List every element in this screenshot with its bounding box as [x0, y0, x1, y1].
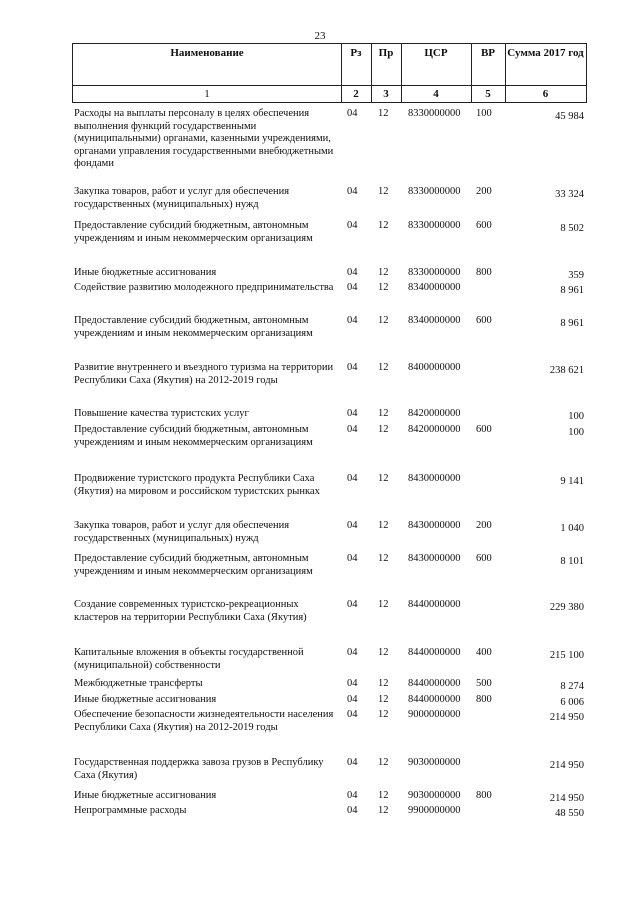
row-pr: 12 — [378, 315, 389, 326]
row-pr: 12 — [378, 757, 389, 768]
row-name: Предоставление субсидий бюджетным, автономным учреждениям и иным некоммерческим организациям — [74, 553, 313, 577]
row-name: Непрограммные расходы — [74, 805, 187, 816]
row-csr: 8420000000 — [408, 408, 461, 419]
row-pr: 12 — [378, 362, 389, 373]
row-rz: 04 — [347, 805, 358, 816]
row-rz: 04 — [347, 647, 358, 658]
row-pr: 12 — [378, 408, 389, 419]
row-name: Содействие развитию молодежного предпринимательства — [74, 282, 334, 293]
row-sum: 215 100 — [549, 650, 584, 661]
row-name: Иные бюджетные ассигнования — [74, 267, 217, 278]
row-csr: 8330000000 — [408, 220, 461, 231]
header-index-2: 2 — [353, 88, 359, 100]
row-pr: 12 — [378, 709, 389, 720]
row-name: Повышение качества туристских услуг — [74, 408, 249, 419]
row-pr: 12 — [378, 553, 389, 564]
header-rz: Рз — [350, 47, 362, 59]
row-sum: 48 550 — [555, 808, 584, 819]
header-csr: ЦСР — [424, 47, 448, 59]
row-vr: 100 — [476, 108, 492, 119]
row-sum: 214 950 — [549, 760, 584, 771]
row-name: Закупка товаров, работ и услуг для обеспечения государственных (муниципальных) нужд — [74, 520, 290, 544]
row-sum: 229 380 — [549, 602, 584, 613]
header-index-5: 5 — [485, 88, 491, 100]
row-vr: 200 — [476, 520, 492, 531]
row-rz: 04 — [347, 678, 358, 689]
row-name: Капитальные вложения в объекты государственной (муниципальной) собственности — [74, 647, 304, 671]
row-rz: 04 — [347, 599, 358, 610]
page-number: 23 — [314, 30, 326, 42]
row-sum: 238 621 — [549, 365, 584, 376]
row-sum: 6 006 — [560, 697, 584, 708]
row-csr: 8430000000 — [408, 553, 461, 564]
row-csr: 8330000000 — [408, 186, 461, 197]
row-sum: 100 — [568, 427, 584, 438]
row-csr: 8340000000 — [408, 282, 461, 293]
row-name: Иные бюджетные ассигнования — [74, 694, 217, 705]
row-rz: 04 — [347, 553, 358, 564]
row-pr: 12 — [378, 267, 389, 278]
row-sum: 9 141 — [560, 476, 584, 487]
row-csr: 8430000000 — [408, 473, 461, 484]
row-vr: 800 — [476, 267, 492, 278]
row-pr: 12 — [378, 424, 389, 435]
row-vr: 400 — [476, 647, 492, 658]
row-csr: 8430000000 — [408, 520, 461, 531]
row-pr: 12 — [378, 790, 389, 801]
row-pr: 12 — [378, 220, 389, 231]
header-sum: Сумма 2017 год — [507, 47, 584, 59]
row-name: Межбюджетные трансферты — [74, 678, 203, 689]
row-rz: 04 — [347, 362, 358, 373]
row-sum: 1 040 — [560, 523, 584, 534]
row-sum: 8 274 — [560, 681, 584, 692]
row-vr: 600 — [476, 315, 492, 326]
row-pr: 12 — [378, 520, 389, 531]
row-sum: 33 324 — [555, 189, 584, 200]
row-rz: 04 — [347, 424, 358, 435]
header-vr: ВР — [480, 47, 496, 59]
row-vr: 200 — [476, 186, 492, 197]
row-csr: 8330000000 — [408, 108, 461, 119]
row-sum: 359 — [568, 270, 584, 281]
row-pr: 12 — [378, 473, 389, 484]
row-sum: 8 101 — [560, 556, 584, 567]
row-name: Расходы на выплаты персоналу в целях обеспечения выполнения функций государственными (муниципальными) органами, казенными учреждениями, органами управления государственными внебюджетными фондами — [74, 108, 334, 169]
row-rz: 04 — [347, 408, 358, 419]
row-csr: 9000000000 — [408, 709, 461, 720]
row-sum: 8 961 — [560, 318, 584, 329]
row-sum: 214 950 — [549, 712, 584, 723]
row-sum: 45 984 — [555, 111, 584, 122]
row-name: Иные бюджетные ассигнования — [74, 790, 217, 801]
row-pr: 12 — [378, 694, 389, 705]
row-csr: 8330000000 — [408, 267, 461, 278]
row-rz: 04 — [347, 757, 358, 768]
row-rz: 04 — [347, 694, 358, 705]
header-index-4: 4 — [433, 88, 439, 100]
header-index-3: 3 — [383, 88, 389, 100]
row-vr: 600 — [476, 424, 492, 435]
row-pr: 12 — [378, 108, 389, 119]
row-rz: 04 — [347, 315, 358, 326]
row-csr: 9030000000 — [408, 790, 461, 801]
row-name: Закупка товаров, работ и услуг для обеспечения государственных (муниципальных) нужд — [74, 186, 290, 210]
header-pr: Пр — [378, 47, 394, 59]
row-rz: 04 — [347, 790, 358, 801]
row-rz: 04 — [347, 220, 358, 231]
header-index-6: 6 — [542, 88, 549, 100]
row-pr: 12 — [378, 647, 389, 658]
row-name: Предоставление субсидий бюджетным, автономным учреждениям и иным некоммерческим организациям — [74, 424, 313, 448]
row-name: Обеспечение безопасности жизнедеятельности населения Республики Саха (Якутия) на 2012-2019 годы — [74, 709, 334, 733]
row-rz: 04 — [347, 709, 358, 720]
row-csr: 8440000000 — [408, 647, 461, 658]
row-sum: 8 502 — [560, 223, 584, 234]
row-rz: 04 — [347, 473, 358, 484]
row-pr: 12 — [378, 186, 389, 197]
row-sum: 214 950 — [549, 793, 584, 804]
row-pr: 12 — [378, 805, 389, 816]
row-name: Государственная поддержка завоза грузов в Республику Саха (Якутия) — [74, 757, 324, 781]
row-rz: 04 — [347, 267, 358, 278]
row-vr: 600 — [476, 553, 492, 564]
row-pr: 12 — [378, 599, 389, 610]
row-csr: 9900000000 — [408, 805, 461, 816]
row-vr: 600 — [476, 220, 492, 231]
row-name: Предоставление субсидий бюджетным, автономным учреждениям и иным некоммерческим организациям — [74, 220, 313, 244]
row-name: Развитие внутреннего и въездного туризма на территории Республики Саха (Якутия) на 2012-2019 годы — [74, 362, 334, 386]
row-rz: 04 — [347, 520, 358, 531]
header-name: Наименование — [170, 47, 244, 59]
row-rz: 04 — [347, 282, 358, 293]
row-name: Создание современных туристско-рекреационных кластеров на территории Республики Саха (Якутия) — [74, 599, 307, 623]
row-csr: 8440000000 — [408, 599, 461, 610]
row-rz: 04 — [347, 108, 358, 119]
row-pr: 12 — [378, 678, 389, 689]
row-sum: 100 — [568, 411, 584, 422]
header-index-1: 1 — [204, 88, 210, 100]
row-pr: 12 — [378, 282, 389, 293]
row-vr: 800 — [476, 790, 492, 801]
row-sum: 8 961 — [560, 285, 584, 296]
row-csr: 8400000000 — [408, 362, 461, 373]
row-csr: 8420000000 — [408, 424, 461, 435]
row-vr: 800 — [476, 694, 492, 705]
row-csr: 8440000000 — [408, 678, 461, 689]
row-name: Предоставление субсидий бюджетным, автономным учреждениям и иным некоммерческим организациям — [74, 315, 313, 339]
row-rz: 04 — [347, 186, 358, 197]
row-vr: 500 — [476, 678, 492, 689]
table-header — [72, 43, 587, 103]
row-csr: 9030000000 — [408, 757, 461, 768]
row-csr: 8340000000 — [408, 315, 461, 326]
row-name: Продвижение туристского продукта Республики Саха (Якутия) на мировом и российском туристских рынках — [74, 473, 320, 497]
row-csr: 8440000000 — [408, 694, 461, 705]
